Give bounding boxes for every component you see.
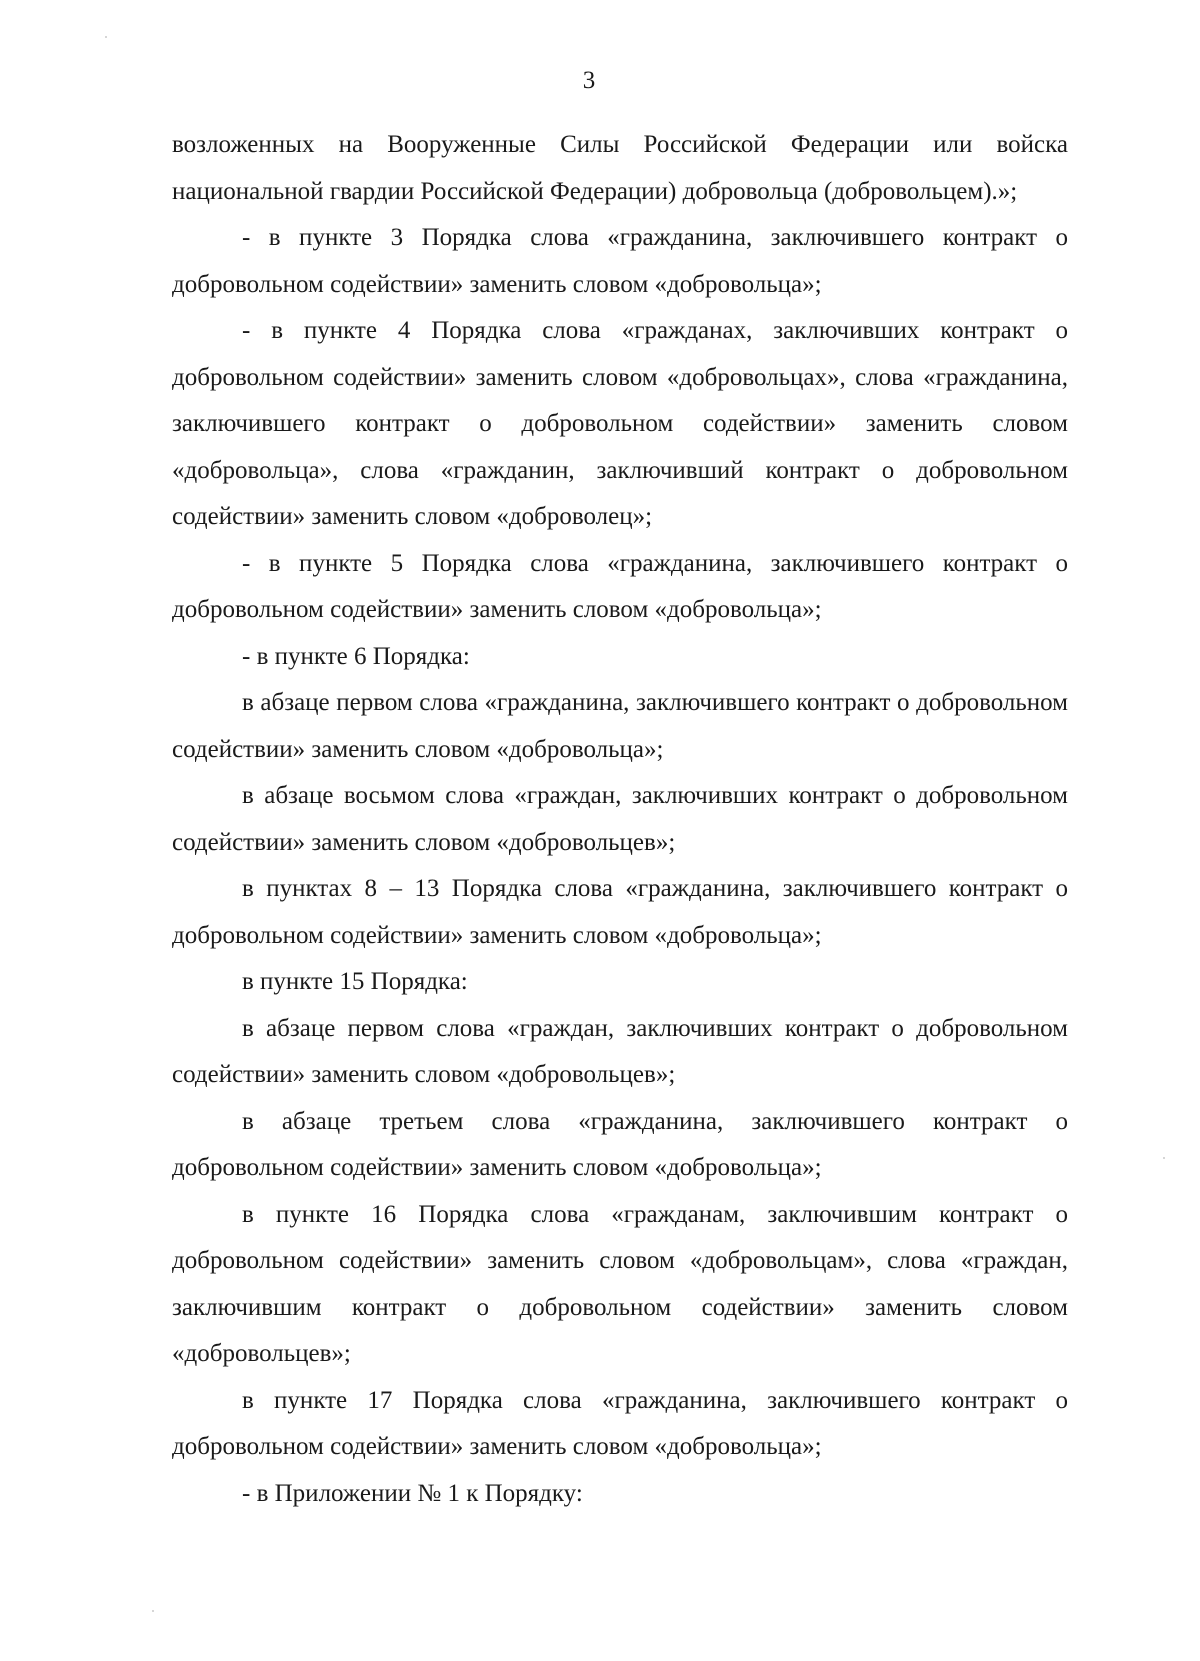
scan-speck (105, 36, 107, 38)
paragraph-10: в абзаце первом слова «граждан, заключивших контракт о добровольном содействии» заменить словом «добровольцев»; (172, 1014, 1068, 1088)
paragraph-9: в пункте 15 Порядка: (242, 968, 468, 995)
paragraph-14: - в Приложении № 1 к Порядку: (242, 1479, 583, 1507)
paragraph-13: в пункте 17 Порядка слова «гражданина, заключившего контракт о добровольном содействии» заменить словом «добровольца»; (172, 1386, 1068, 1460)
paragraph-12: в пункте 16 Порядка слова «гражданам, заключившим контракт о добровольном содействии» заменить словом «добровольцам», слова «граждан, заключившим контракт о добровольном содействии» заменить словом «добровольцев»; (172, 1200, 1068, 1367)
paragraph-3: - в пункте 4 Порядка слова «гражданах, заключивших контракт о добровольном содействии» заменить словом «добровольцах», слова «гражданина, заключившего контракт о добровольном содействии» заменить словом «добровольца», слова «гражданин, заключивший контракт о добровольном содействии» заменить словом «доброволец»; (172, 317, 1068, 530)
paragraph-2: - в пункте 3 Порядка слова «гражданина, заключившего контракт о добровольном содействии» заменить словом «добровольца»; (172, 224, 1068, 298)
paragraph-8: в пунктах 8 – 13 Порядка слова «гражданина, заключившего контракт о добровольном содействии» заменить словом «добровольца»; (172, 875, 1068, 949)
scan-speck (1163, 1157, 1165, 1159)
paragraph-7: в абзаце восьмом слова «граждан, заключивших контракт о добровольном содействии» заменить словом «добровольцев»; (172, 782, 1068, 856)
paragraph-4: - в пункте 5 Порядка слова «гражданина, заключившего контракт о добровольном содействии» заменить словом «добровольца»; (172, 549, 1068, 623)
paragraph-6: в абзаце первом слова «гражданина, заключившего контракт о добровольном содействии» заменить словом «добровольца»; (172, 689, 1068, 763)
document-body (172, 122, 1068, 1517)
paragraph-11: в абзаце третьем слова «гражданина, заключившего контракт о добровольном содействии» заменить словом «добровольца»; (172, 1107, 1068, 1181)
paragraph-5: - в пункте 6 Порядка: (242, 642, 470, 670)
paragraph-1: возложенных на Вооруженные Силы Российской Федерации или войска национальной гвардии Российской Федерации) добровольца (добровольцем).»; (172, 131, 1068, 205)
scan-speck (152, 1610, 154, 1612)
page-number: 3 (582, 67, 596, 94)
